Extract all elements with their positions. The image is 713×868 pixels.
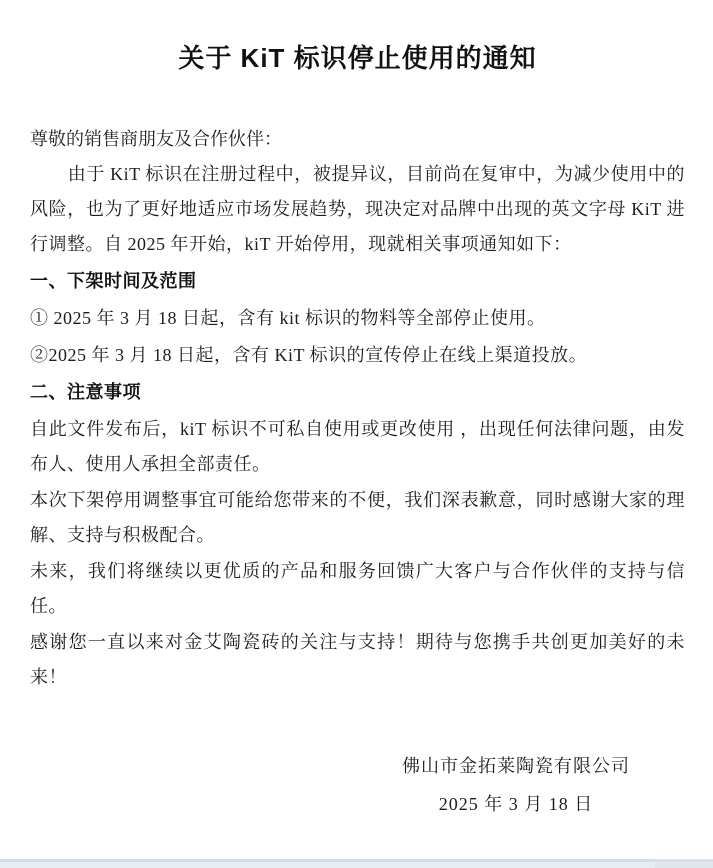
window-bottom-edge-right-segment (655, 859, 713, 868)
section-1-item-2: ②2025 年 3 月 18 日起，含有 KiT 标识的宣传停止在线上渠道投放。 (30, 345, 588, 365)
document-title: 关于 KiT 标识停止使用的通知 (178, 43, 537, 73)
notice-paragraph-future: 未来，我们将继续以更优质的产品和服务回馈广大客户与合作伙伴的支持与信任。 (30, 561, 685, 616)
salutation-line: 尊敬的销售商朋友及合作伙伴： (30, 129, 282, 149)
section-2-heading: 二、注意事项 (30, 382, 141, 402)
signature-date: 2025 年 3 月 18 日 (438, 794, 594, 814)
signature-company-name: 佛山市金拓莱陶瓷有限公司 (402, 756, 630, 776)
window-bottom-edge (0, 858, 713, 868)
intro-paragraph: 由于 KiT 标识在注册过程中，被提异议，目前尚在复审中，为减少使用中的风险，也为了更好地适应市场发展趋势，现决定对品牌中出现的英文字母 KiT 进行调整。自 2025 年开始，kiT 开始停用，现就相关事项通知如下： (30, 164, 685, 254)
section-1-heading: 一、下架时间及范围 (30, 271, 197, 291)
section-1-item-1: ① 2025 年 3 月 18 日起，含有 kit 标识的物料等全部停止使用。 (30, 308, 546, 328)
notice-paragraph-thanks: 感谢您一直以来对金艾陶瓷砖的关注与支持！期待与您携手共创更加美好的未来！ (30, 632, 685, 687)
notice-paragraph-apology: 本次下架停用调整事宜可能给您带来的不便，我们深表歉意，同时感谢大家的理解、支持与积极配合。 (30, 490, 685, 545)
signature-block (402, 747, 630, 823)
notice-paragraph-liability: 自此文件发布后，kiT 标识不可私自使用或更改使用 ，出现任何法律问题，由发布人、使用人承担全部责任。 (30, 419, 685, 474)
